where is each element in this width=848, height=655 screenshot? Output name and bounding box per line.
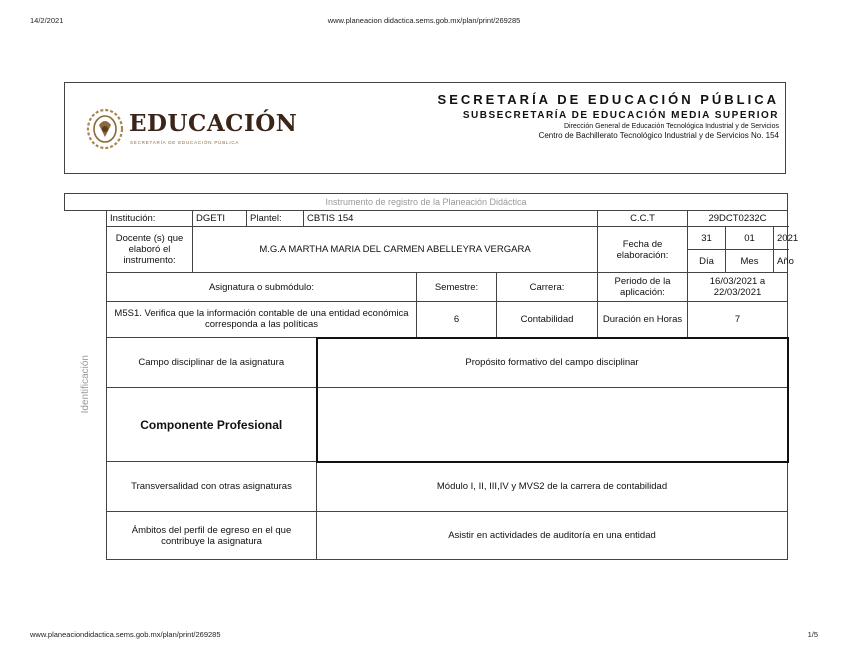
- semestre-label: Semestre:: [417, 273, 497, 302]
- asignatura-label: Asignatura o submódulo:: [107, 273, 417, 302]
- carrera-label: Carrera:: [497, 273, 598, 302]
- fecha-label: Fecha de elaboración:: [598, 227, 688, 273]
- header-title: SECRETARÍA DE EDUCACIÓN PÚBLICA: [437, 92, 779, 107]
- print-url: www.planeacion didactica.sems.gob.mx/plan/print/269285: [327, 16, 521, 25]
- ambitos-label: Ámbitos del perfil de egreso en el que contribuye la asignatura: [107, 512, 317, 560]
- header-center: Centro de Bachillerato Tecnológico Industrial y de Servicios No. 154: [538, 131, 779, 140]
- duracion-value: 7: [688, 302, 788, 338]
- proposito-label: Propósito formativo del campo disciplinar: [317, 338, 788, 388]
- anio-label: Año: [774, 250, 788, 273]
- transversalidad-value: Módulo I, II, III,IV y MVS2 de la carrera de contabilidad: [317, 462, 788, 512]
- section-identificacion: [65, 211, 107, 560]
- docente-label: Docente (s) que elaboró el instrumento:: [107, 227, 193, 273]
- plantel-value: CBTIS 154: [304, 211, 598, 227]
- mes-label: Mes: [726, 250, 774, 273]
- logo-subtitle: SECRETARÍA DE EDUCACIÓN PÚBLICA: [130, 140, 240, 145]
- seal-icon: [85, 107, 125, 151]
- header-direction: Dirección General de Educación Tecnológica Industrial y de Servicios: [563, 123, 779, 130]
- section-label: Identificación: [79, 354, 91, 413]
- campo-label: Campo disciplinar de la asignatura: [107, 338, 317, 388]
- proposito-value: [317, 388, 788, 462]
- fecha-mes: 01: [726, 227, 774, 250]
- ambitos-value: Asistir en actividades de auditoría en una entidad: [317, 512, 788, 560]
- form-title: Instrumento de registro de la Planeación Didáctica: [65, 194, 788, 211]
- carrera-value: Contabilidad: [497, 302, 598, 338]
- header-subtitle: SUBSECRETARÍA DE EDUCACIÓN MEDIA SUPERIOR: [462, 110, 779, 121]
- institucion-label: Institución:: [107, 211, 193, 227]
- planning-form: [64, 193, 799, 560]
- document-header: [64, 82, 786, 174]
- page-number: 1/5: [807, 630, 818, 639]
- education-logo: [85, 105, 298, 153]
- plantel-label: Plantel:: [247, 211, 304, 227]
- fecha-anio: 2021: [774, 227, 788, 250]
- institucion-value: DGETI: [193, 211, 247, 227]
- print-date: 14/2/2021: [30, 16, 64, 25]
- asignatura-value: M5S1. Verifica que la información contable de una entidad económica corresponda a las políticas: [107, 302, 417, 338]
- campo-value: Componente Profesional: [107, 388, 317, 462]
- duracion-label: Duración en Horas: [598, 302, 688, 338]
- dia-label: Día: [688, 250, 726, 273]
- footer-url: www.planeaciondidactica.sems.gob.mx/plan/print/269285: [30, 630, 221, 639]
- cct-value: 29DCT0232C: [688, 211, 788, 227]
- fecha-dia: 31: [688, 227, 726, 250]
- transversalidad-label: Transversalidad con otras asignaturas: [107, 462, 317, 512]
- periodo-value: 16/03/2021 a 22/03/2021: [688, 273, 788, 302]
- cct-label: C.C.T: [598, 211, 688, 227]
- institution-block: [438, 92, 779, 140]
- logo-wordmark: EDUCACIÓN: [129, 110, 298, 137]
- semestre-value: 6: [417, 302, 497, 338]
- docente-value: M.G.A MARTHA MARIA DEL CARMEN ABELLEYRA VERGARA: [193, 227, 598, 273]
- periodo-label: Periodo de la aplicación:: [598, 273, 688, 302]
